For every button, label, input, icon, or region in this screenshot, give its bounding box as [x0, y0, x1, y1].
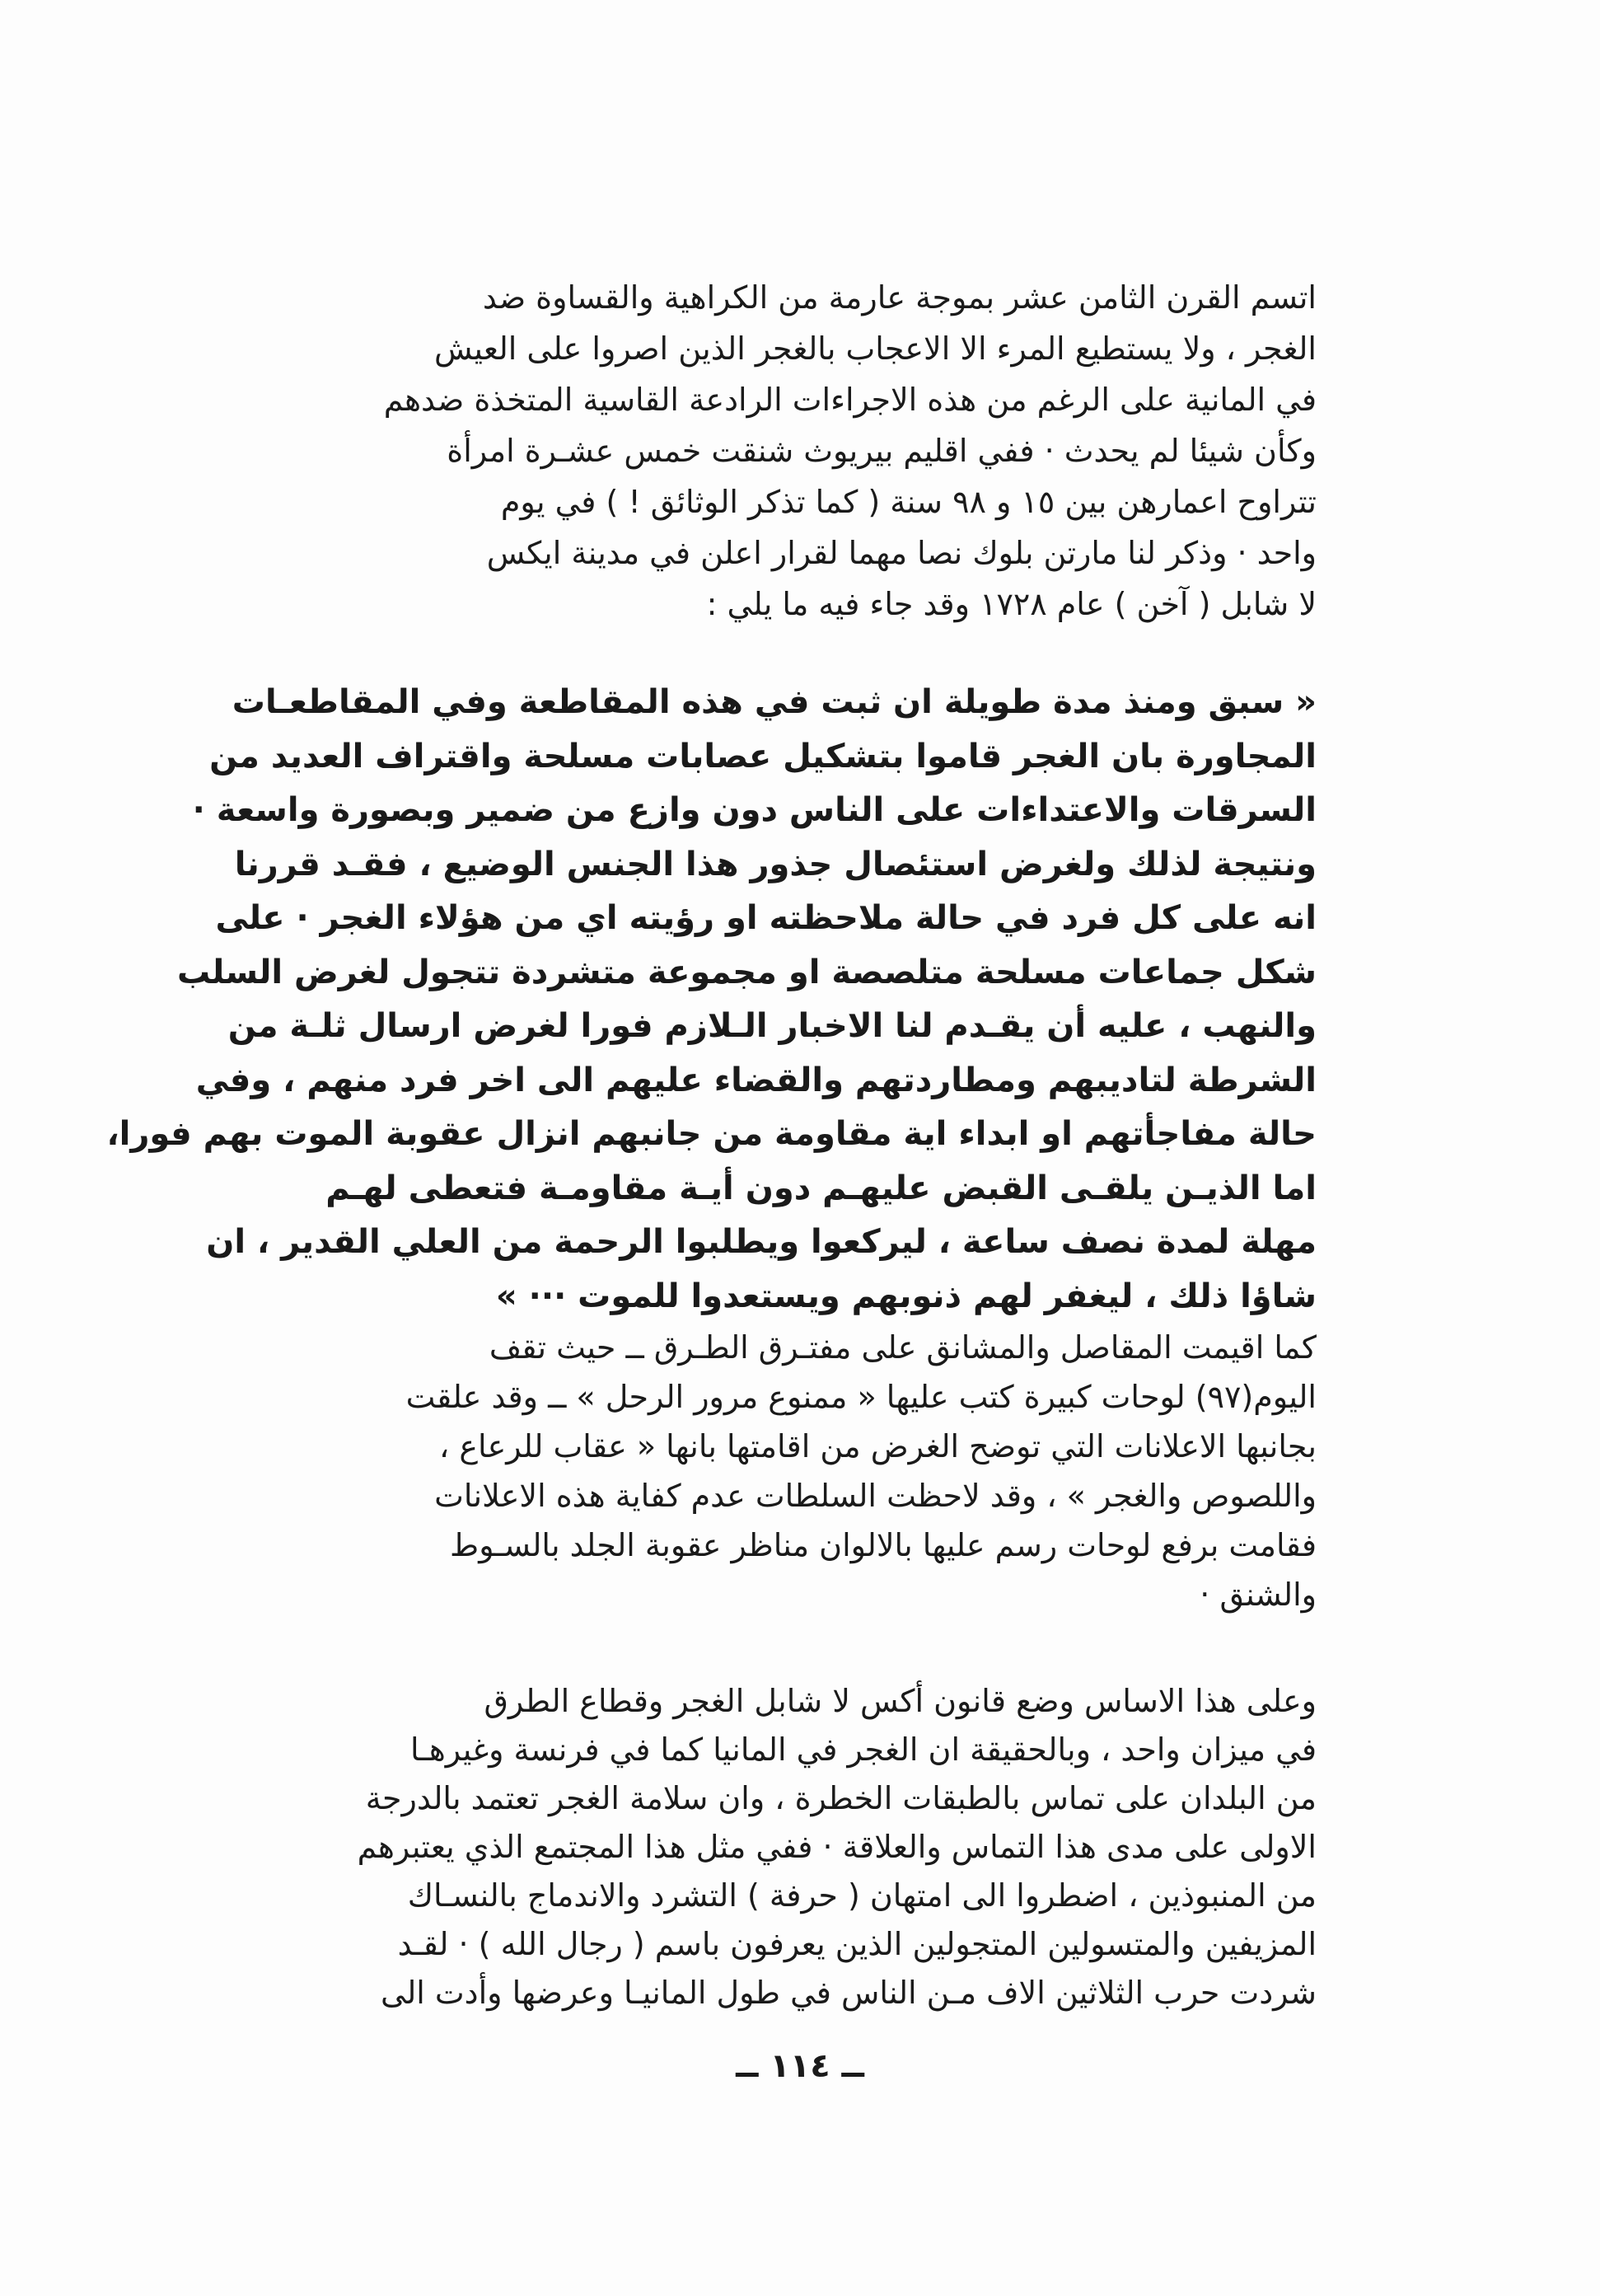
- quote-line: ونتيجة لذلك ولغرض استئصال جذور هذا الجنس الوضيع ، فقـد قررنا: [234, 845, 1317, 883]
- quote-line: المجاورة بان الغجر قاموا بتشكيل عصابات مسلحة واقتراف العديد من: [209, 737, 1317, 775]
- quote-line: والنهب ، عليه أن يقـدم لنا الاخبار الـلازم فورا لغرض ارسال ثلـة من: [227, 1007, 1317, 1045]
- text-line: شردت حرب الثلاثين الاف مـن الناس في طول المانيـا وعرضها وأدت الى: [381, 1975, 1317, 2011]
- text-line: تتراوح اعمارهن بين ١٥ و ٩٨ سنة ( كما تذكر الوثائق ! ) في يوم: [500, 484, 1317, 520]
- text-line: من البلدان على تماس بالطبقات الخطرة ، وان سلامة الغجر تعتمد بالدرجة: [365, 1780, 1317, 1816]
- quote-line: انه على كل فرد في حالة ملاحظته او رؤيته اي من هؤلاء الغجر · على: [215, 899, 1317, 937]
- quote-line: اما الذيـن يلقـى القبض عليهـم دون أيـة مقاومـة فتعطى لهـم: [325, 1169, 1317, 1207]
- text-line: كما اقيمت المقاصل والمشانق على مفتـرق الطـرق ــ حيث تقف: [489, 1329, 1317, 1366]
- quote-line: حالة مفاجأتهم او ابداء اية مقاومة من جانبهم انزال عقوبة الموت بهم فورا،: [106, 1115, 1317, 1153]
- text-line: اليوم(٩٧) لوحات كبيرة كتب عليها « ممنوع مرور الرحل » ــ وقد علقت: [405, 1379, 1317, 1415]
- text-line: الغجر ، ولا يستطيع المرء الا الاعجاب بالغجر الذين اصروا على العيش: [433, 330, 1317, 367]
- text-line: واحد · وذكر لنا مارتن بلوك نصا مهما لقرار اعلن في مدينة ايكس: [486, 535, 1317, 571]
- text-line: فقامت برفع لوحات رسم عليها بالالوان مناظر عقوبة الجلد بالسـوط: [450, 1527, 1317, 1563]
- text-line: من المنبوذين ، اضطروا الى امتهان ( حرفة ) التشرد والاندماج بالنسـاك: [407, 1877, 1317, 1914]
- text-line: والشنق ·: [1200, 1577, 1317, 1613]
- quote-line: الشرطة لتاديبهم ومطاردتهم والقضاء عليهم الى اخر فرد منهم ، وفي: [195, 1061, 1317, 1099]
- quote-line: « سبق ومنذ مدة طويلة ان ثبت في هذه المقاطعة وفي المقاطعـات: [232, 683, 1317, 721]
- text-line: وعلى هذا الاساس وضع قانون أكس لا شابل الغجر وقطاع الطرق: [484, 1683, 1317, 1719]
- gallows-paragraph: [246, 1323, 1317, 1619]
- text-line: بجانبها الاعلانات التي توضح الغرض من اقامتها بانها « عقاب للرعاع ،: [439, 1428, 1317, 1464]
- text-line: لا شابل ( آخن ) عام ١٧٢٨ وقد جاء فيه ما يلي :: [706, 586, 1317, 622]
- text-line: في المانية على الرغم من هذه الاجراءات الرادعة القاسية المتخذة ضدهم: [383, 382, 1317, 418]
- law-paragraph: [246, 1677, 1317, 2017]
- text-line: واللصوص والغجر » ، وقد لاحظت السلطات عدم كفاية هذه الاعلانات: [434, 1478, 1317, 1514]
- quote-line: السرقات والاعتداءات على الناس دون وازع من ضمير وبصورة واسعة ·: [192, 791, 1317, 829]
- text-line: اتسم القرن الثامن عشر بموجة عارمة من الكراهية والقساوة ضد: [482, 279, 1317, 316]
- text-line: الاولى على مدى هذا التماس والعلاقة · ففي مثل هذا المجتمع الذي يعتبرهم: [357, 1829, 1317, 1865]
- quote-line: شكل جماعات مسلحة متلصصة او مجموعة متشردة تتجول لغرض السلب: [176, 953, 1317, 991]
- quote-line: شاؤا ذلك ، ليغفر لهم ذنوبهم ويستعدوا للموت ··· »: [495, 1277, 1317, 1315]
- quote-line: مهلة لمدة نصف ساعة ، ليركعوا ويطلبوا الرحمة من العلي القدير ، ان: [206, 1223, 1317, 1261]
- text-line: في ميزان واحد ، وبالحقيقة ان الغجر في المانيا كما في فرنسة وغيرهـا: [410, 1731, 1317, 1768]
- intro-paragraph: [246, 272, 1317, 630]
- text-line: المزيفين والمتسولين المتجولين الذين يعرفون باسم ( رجال الله ) · لقـد: [397, 1926, 1317, 1962]
- page-number: ــ ١١٤ ــ: [736, 2047, 864, 2085]
- text-line: وكأن شيئا لم يحدث · ففي اقليم بيريوث شنقت خمس عشـرة امرأة: [447, 433, 1317, 469]
- decree-quote: [106, 676, 1317, 1324]
